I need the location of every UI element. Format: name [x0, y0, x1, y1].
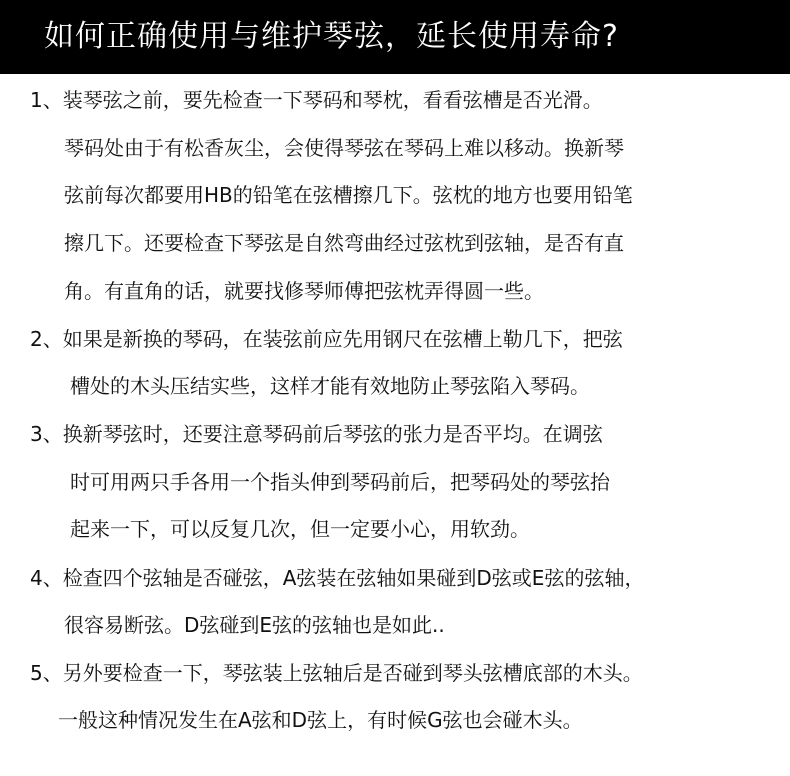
paragraph-line: 1、装琴弦之前，要先检查一下琴码和琴枕，看看弦槽是否光滑。 [30, 88, 603, 112]
paragraph-line: 琴码处由于有松香灰尘，会使得琴弦在琴码上难以移动。换新琴 [64, 136, 624, 160]
paragraph-line: 一般这种情况发生在A弦和D弦上，有时候G弦也会碰木头。 [58, 708, 583, 732]
paragraph-line: 角。有直角的话，就要找修琴师傅把弦枕弄得圆一些。 [64, 279, 544, 303]
page-title: 如何正确使用与维护琴弦，延长使用寿命? [44, 19, 619, 54]
paragraph-line: 槽处的木头压结实些，这样才能有效地防止琴弦陷入琴码。 [70, 374, 590, 398]
paragraph-line: 起来一下，可以反复几次，但一定要小心，用软劲。 [70, 517, 530, 541]
paragraph-line: 3、换新琴弦时，还要注意琴码前后琴弦的张力是否平均。在调弦 [30, 422, 603, 446]
header-banner [0, 0, 790, 74]
paragraph-line: 5、另外要检查一下，琴弦装上弦轴后是否碰到琴头弦槽底部的木头。 [30, 661, 643, 685]
paragraph-line: 4、检查四个弦轴是否碰弦，A弦装在弦轴如果碰到D弦或E弦的弦轴， [30, 566, 645, 590]
paragraph-line: 弦前每次都要用HB的铅笔在弦槽擦几下。弦枕的地方也要用铅笔 [64, 183, 633, 207]
paragraph-line: 擦几下。还要检查下琴弦是自然弯曲经过弦枕到弦轴，是否有直 [64, 231, 624, 255]
paragraph-line: 2、如果是新换的琴码，在装弦前应先用钢尺在弦槽上勒几下，把弦 [30, 327, 623, 351]
paragraph-line: 很容易断弦。D弦碰到E弦的弦轴也是如此.. [64, 613, 445, 637]
paragraph-line: 时可用两只手各用一个指头伸到琴码前后，把琴码处的琴弦抬 [70, 470, 610, 494]
